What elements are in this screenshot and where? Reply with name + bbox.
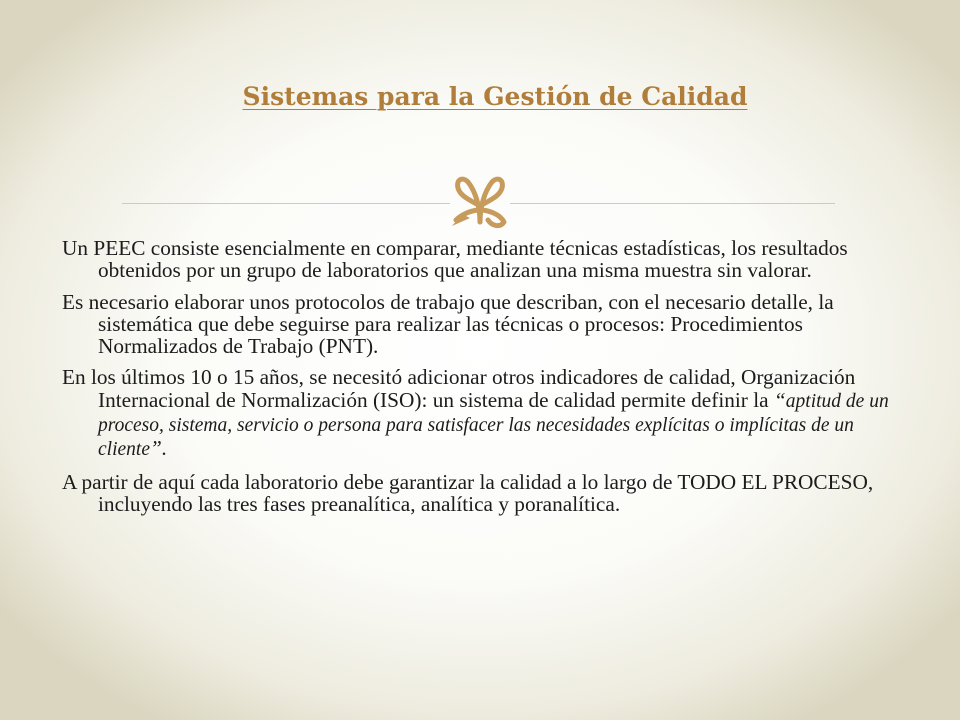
slide-body-text <box>62 237 898 524</box>
paragraph-iso-lead: En los últimos 10 o 15 años, se necesitó adicionar otros indicadores de calidad, Organización Internacional de Normalización (ISO): un sistema de calidad permite definir la <box>62 365 856 412</box>
paragraph-proceso: A partir de aquí cada laboratorio debe garantizar la calidad a lo largo de TODO EL PROCESO, incluyendo las tres fases preanalítica, analítica y poranalítica. <box>62 469 874 516</box>
quote-close-mark: ”. <box>149 436 168 461</box>
slide-title: Sistemas para la Gestión de Calidad <box>242 82 748 111</box>
quote-open-mark: “ <box>773 387 786 412</box>
iso-quality-definition-quote: aptitud de un proceso, sistema, servicio o persona para satisfacer las necesidades explícitas o implícitas de un cliente <box>98 390 889 461</box>
paragraph-peec: Un PEEC consiste esencialmente en comparar, mediante técnicas estadísticas, los resultados obtenidos por un grupo de laboratorios que analizan una misma muestra sin valorar. <box>62 236 848 283</box>
divider-line-left <box>122 203 450 204</box>
fleur-de-lis-ornament-icon <box>448 170 512 232</box>
divider-line-right <box>510 203 835 204</box>
paragraph-protocolos: Es necesario elaborar unos protocolos de trabajo que describan, con el necesario detalle, la sistemática que debe seguirse para realizar las técnicas o procesos: Procedimientos Normalizados de Trabajo (PNT). <box>62 289 834 359</box>
paragraph-iso <box>62 366 898 461</box>
